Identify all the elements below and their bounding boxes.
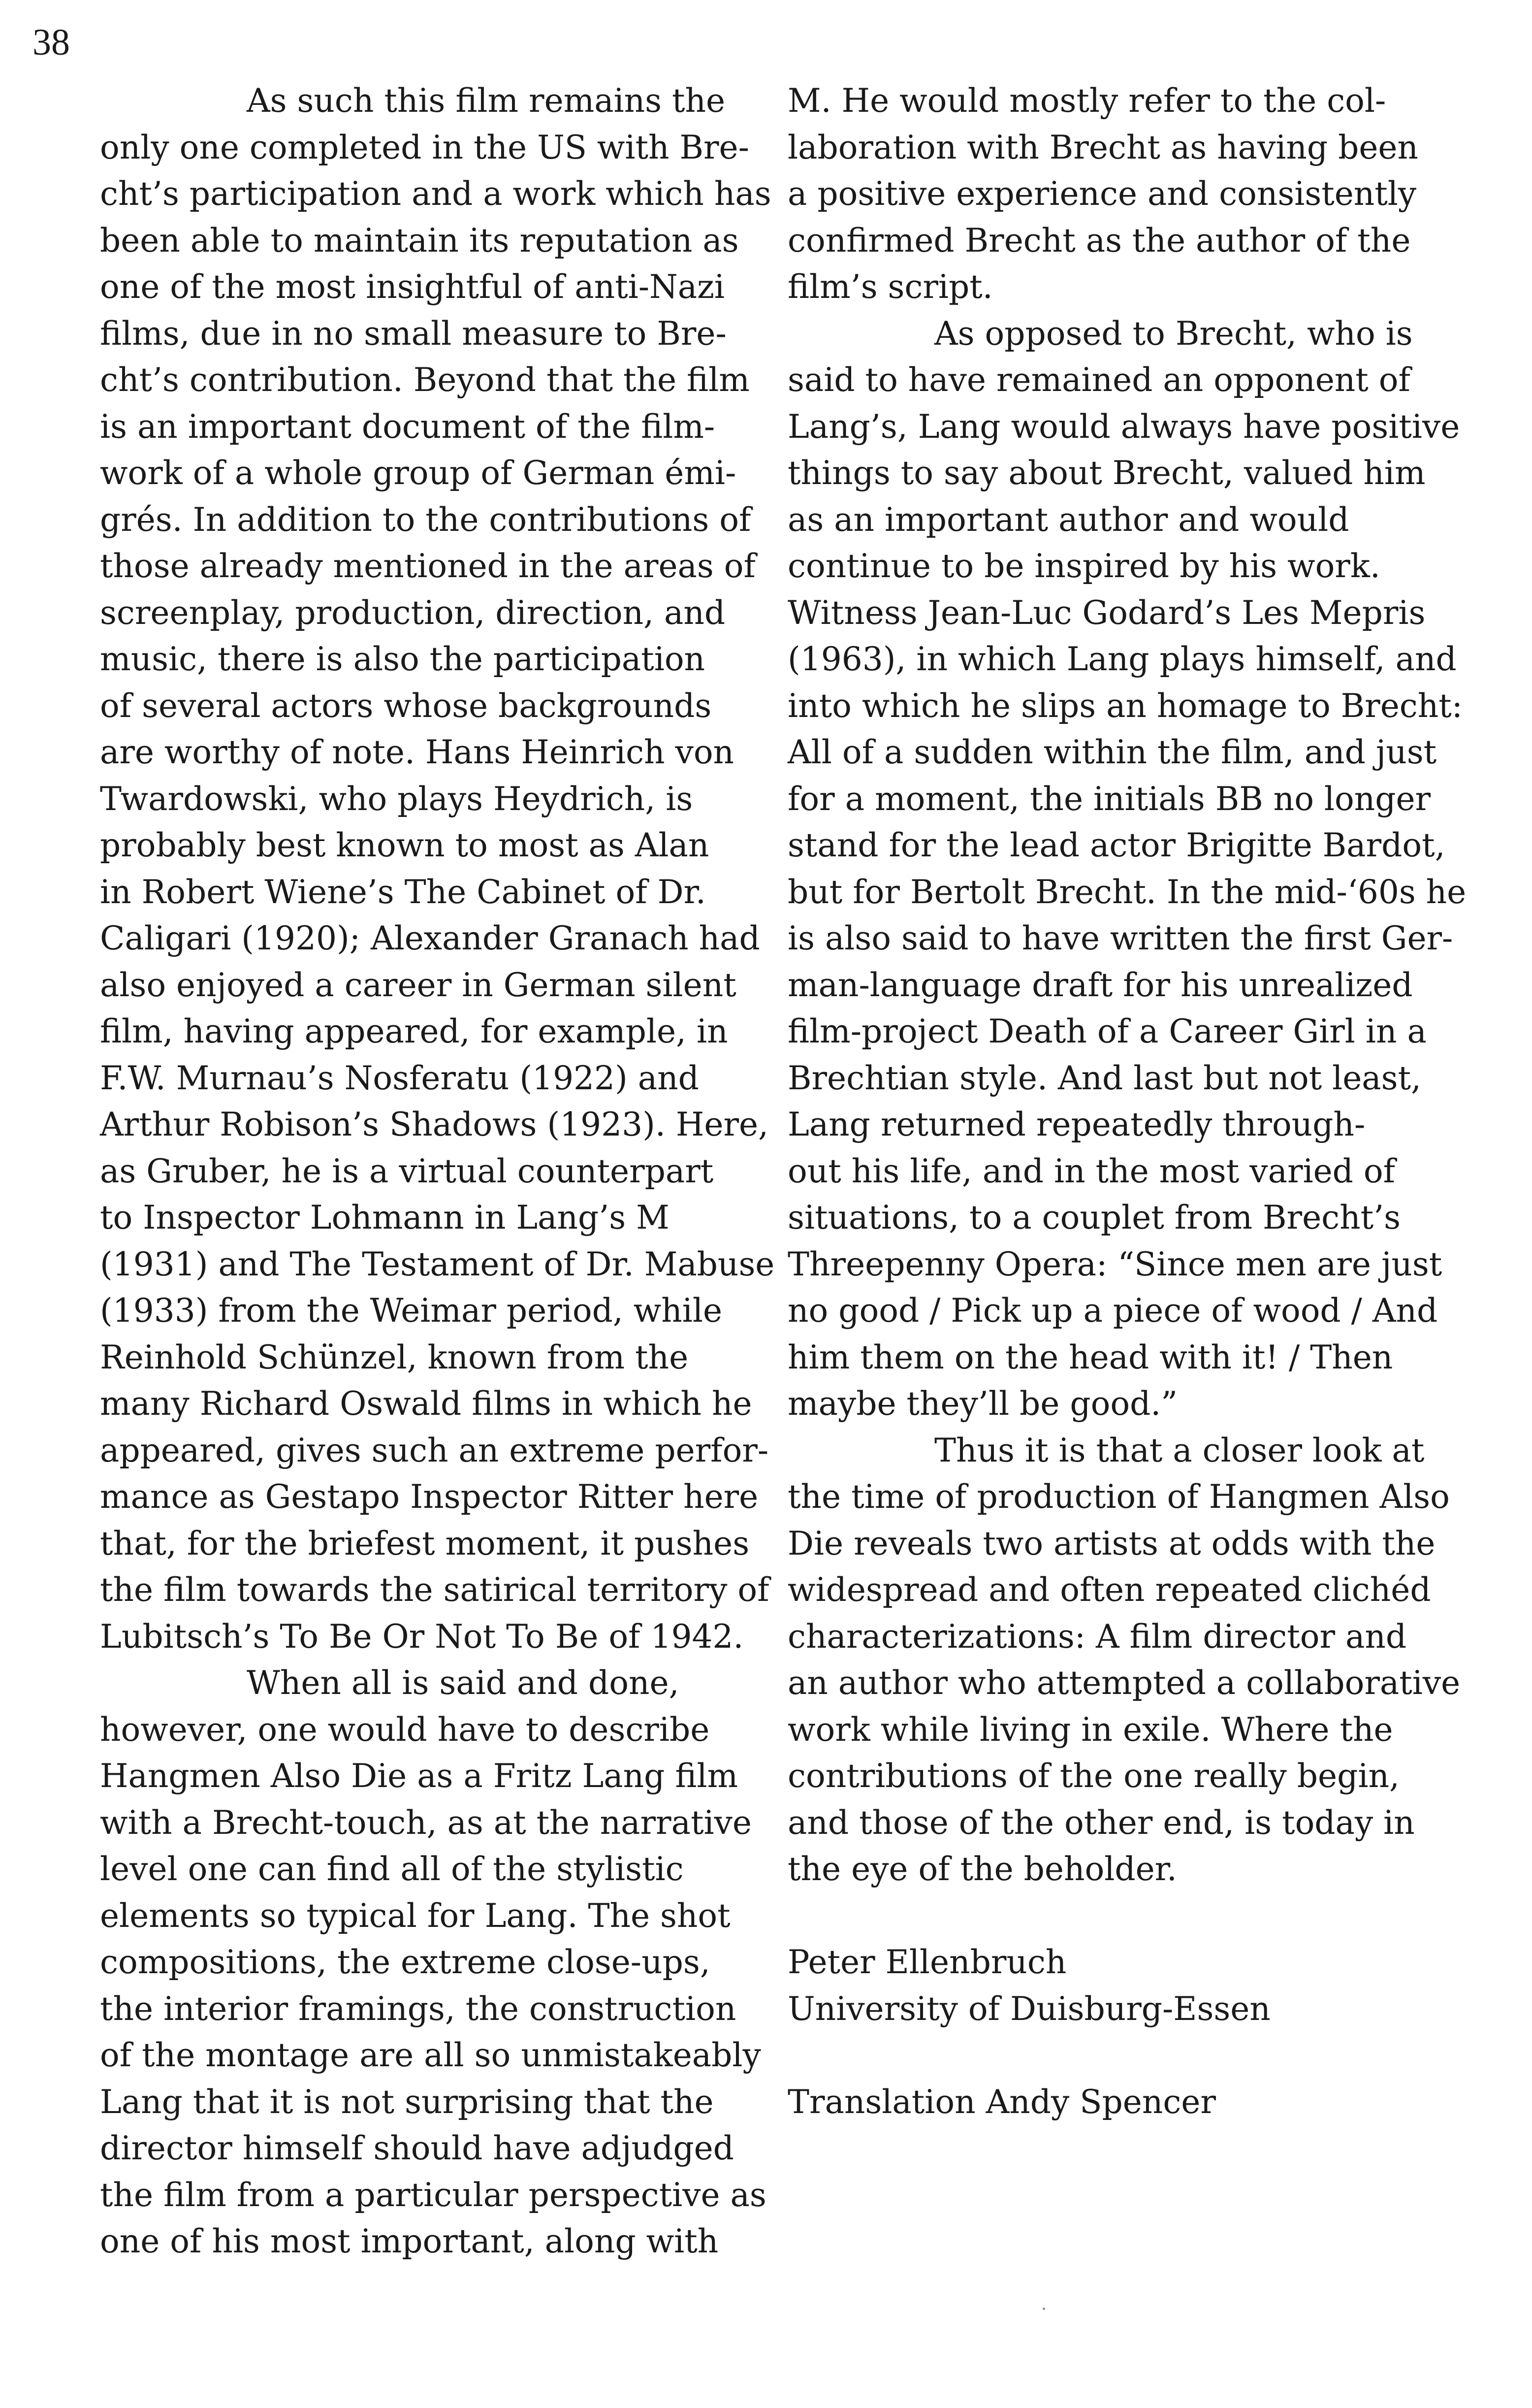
text-line: (1933) from the Weimar period, while (100, 1292, 723, 1330)
text-line: mance as Gestapo Inspector Ritter here (100, 1478, 759, 1516)
text-line: Lang that it is not surprising that the (100, 2083, 714, 2121)
text-line: one of the most insightful of anti-Nazi (100, 268, 725, 306)
text-line: is also said to have written the first Ger- (788, 919, 1453, 957)
text-line: Thus it is that a closer look at (934, 1431, 1425, 1469)
text-line: him them on the head with it! / Then (788, 1338, 1393, 1376)
text-line: compositions, the extreme close-ups, (100, 1943, 710, 1981)
text-line: man-language draft for his unrealized (788, 966, 1413, 1004)
text-line: screenplay, production, direction, and (100, 593, 726, 632)
text-line: As opposed to Brecht, who is (934, 314, 1413, 353)
text-line: Reinhold Schünzel, known from the (100, 1338, 689, 1376)
author-affiliation: University of Duisburg-Essen (788, 1989, 1271, 2028)
page-number: 38 (32, 22, 70, 63)
text-line: Caligari (1920); Alexander Granach had (100, 919, 760, 957)
text-line: no good / Pick up a piece of wood / And (788, 1292, 1438, 1330)
text-line: that, for the briefest moment, it pushes (100, 1524, 750, 1562)
text-line: Twardowski, who plays Heydrich, is (100, 780, 693, 818)
text-line: of the montage are all so unmistakeably (100, 2036, 761, 2074)
text-line: Lang returned repeatedly through- (788, 1106, 1366, 1143)
left-column (100, 78, 775, 2265)
text-line: a positive experience and consistently (788, 175, 1417, 213)
text-line: an author who attempted a collaborative (788, 1664, 1461, 1702)
text-line: maybe they’ll be good.” (788, 1385, 1178, 1423)
text-line: the time of production of Hangmen Also (788, 1478, 1450, 1516)
text-line: characterizations: A film director and (788, 1617, 1407, 1656)
text-line: M. He would mostly refer to the col- (788, 82, 1386, 120)
text-line: Hangmen Also Die as a Fritz Lang film (100, 1757, 738, 1795)
text-line: music, there is also the participation (100, 640, 705, 678)
text-line: level one can find all of the stylistic (100, 1850, 684, 1888)
text-line: continue to be inspired by his work. (788, 547, 1380, 585)
spacer (788, 1893, 1442, 1940)
text-line: is an important document of the film- (100, 407, 715, 446)
text-line: only one completed in the US with Bre- (100, 128, 749, 166)
text-line: for a moment, the initials BB no longer (788, 780, 1431, 818)
text-line: elements so typical for Lang. The shot (100, 1896, 731, 1935)
right-column-body (788, 78, 1467, 1893)
text-line: Lang’s, Lang would always have positive (788, 407, 1460, 446)
text-line: the film from a particular perspective as (100, 2176, 766, 2214)
text-line: Threepenny Opera: “Since men are just (788, 1245, 1442, 1283)
text-line: out his life, and in the most varied of (788, 1152, 1396, 1190)
text-line: Brechtian style. And last but not least, (788, 1059, 1421, 1097)
text-line: those already mentioned in the areas of (100, 547, 756, 585)
text-line: probably best known to most as Alan (100, 826, 709, 864)
text-line: said to have remained an opponent of (788, 361, 1410, 399)
text-line: been able to maintain its reputation as (100, 221, 739, 260)
text-line: to Inspector Lohmann in Lang’s M (100, 1199, 670, 1237)
text-line: (1931) and The Testament of Dr. Mabuse (100, 1245, 775, 1283)
text-line: appeared, gives such an extreme perfor- (100, 1431, 769, 1469)
text-line: are worthy of note. Hans Heinrich von (100, 733, 734, 771)
text-line: All of a sudden within the film, and just (788, 733, 1437, 771)
text-line: As such this film remains the (247, 82, 726, 120)
text-line: film-project Death of a Career Girl in a (788, 1012, 1427, 1050)
text-line: into which he slips an homage to Brecht: (788, 686, 1463, 725)
scan-speck (1043, 2308, 1045, 2310)
text-line: contributions of the one really begin, (788, 1757, 1400, 1795)
text-line: many Richard Oswald films in which he (100, 1385, 752, 1423)
right-column (788, 78, 1467, 2125)
text-line: (1963), in which Lang plays himself, and (788, 640, 1457, 678)
text-line: film’s script. (788, 268, 993, 306)
text-line: film, having appeared, for example, in (100, 1012, 728, 1050)
text-line: laboration with Brecht as having been (788, 128, 1418, 166)
text-line: things to say about Brecht, valued him (788, 454, 1426, 492)
text-line: grés. In addition to the contributions of (100, 500, 751, 539)
text-line: Lubitsch’s To Be Or Not To Be of 1942. (100, 1617, 744, 1656)
translation-credit: Translation Andy Spencer (788, 2083, 1216, 2121)
text-line: work of a whole group of German émi- (100, 454, 736, 492)
text-line: and those of the other end, is today in (788, 1803, 1415, 1842)
text-line: stand for the lead actor Brigitte Bardot, (788, 826, 1445, 864)
text-line: confirmed Brecht as the author of the (788, 221, 1411, 260)
text-line: in Robert Wiene’s The Cabinet of Dr. (100, 873, 706, 911)
text-line: Witness Jean-Luc Godard’s Les Mepris (788, 593, 1426, 632)
text-line: cht’s contribution. Beyond that the film (100, 361, 750, 399)
text-line: Arthur Robison’s Shadows (1923). Here, (100, 1106, 769, 1143)
spacer (788, 2032, 1442, 2079)
text-line: cht’s participation and a work which has (100, 175, 771, 213)
text-line: as an important author and would (788, 500, 1349, 539)
text-line: the interior framings, the construction (100, 1989, 736, 2028)
text-line: situations, to a couplet from Brecht’s (788, 1199, 1401, 1237)
text-line: one of his most important, along with (100, 2222, 719, 2260)
text-line: the film towards the satirical territory of (100, 1571, 769, 1609)
text-line: but for Bertolt Brecht. In the mid-‘60s he (788, 873, 1467, 911)
text-line: F.W. Murnau’s Nosferatu (1922) and (100, 1059, 699, 1097)
text-line: director himself should have adjudged (100, 2129, 734, 2167)
text-line: When all is said and done, (247, 1664, 679, 1702)
text-line: films, due in no small measure to Bre- (100, 314, 727, 353)
text-line: Die reveals two artists at odds with the (788, 1524, 1436, 1562)
author-name: Peter Ellenbruch (788, 1943, 1067, 1981)
text-line: also enjoyed a career in German silent (100, 966, 736, 1004)
text-line: the eye of the beholder. (788, 1850, 1177, 1888)
text-line: as Gruber, he is a virtual counterpart (100, 1152, 714, 1190)
text-line: work while living in exile. Where the (788, 1710, 1393, 1749)
text-line: with a Brecht-touch, as at the narrative (100, 1803, 752, 1842)
text-line: widespread and often repeated clichéd (788, 1571, 1431, 1609)
text-line: however, one would have to describe (100, 1710, 710, 1749)
text-line: of several actors whose backgrounds (100, 686, 712, 725)
